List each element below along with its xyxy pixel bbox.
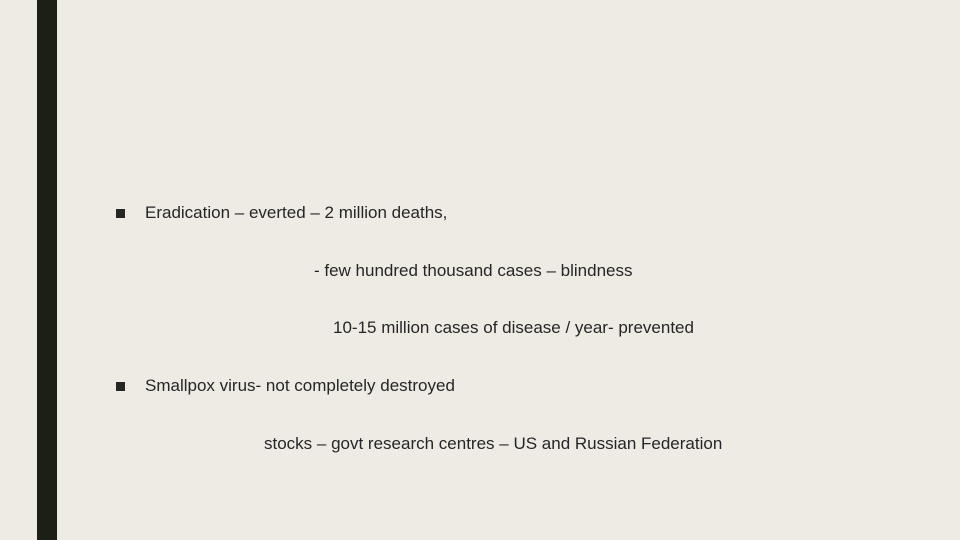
- sub-line-prevented: 10-15 million cases of disease / year- prevented: [333, 318, 694, 337]
- sub-line-blindness: - few hundred thousand cases – blindness: [314, 261, 633, 280]
- bullet-square-icon: [116, 209, 125, 218]
- accent-side-bar: [37, 0, 57, 540]
- bullet-square-icon: [116, 382, 125, 391]
- bullet-text-eradication: Eradication – everted – 2 million deaths,: [145, 203, 448, 222]
- bullet-text-smallpox-virus: Smallpox virus- not completely destroyed: [145, 376, 455, 395]
- sub-line-stocks: stocks – govt research centres – US and Russian Federation: [264, 434, 723, 453]
